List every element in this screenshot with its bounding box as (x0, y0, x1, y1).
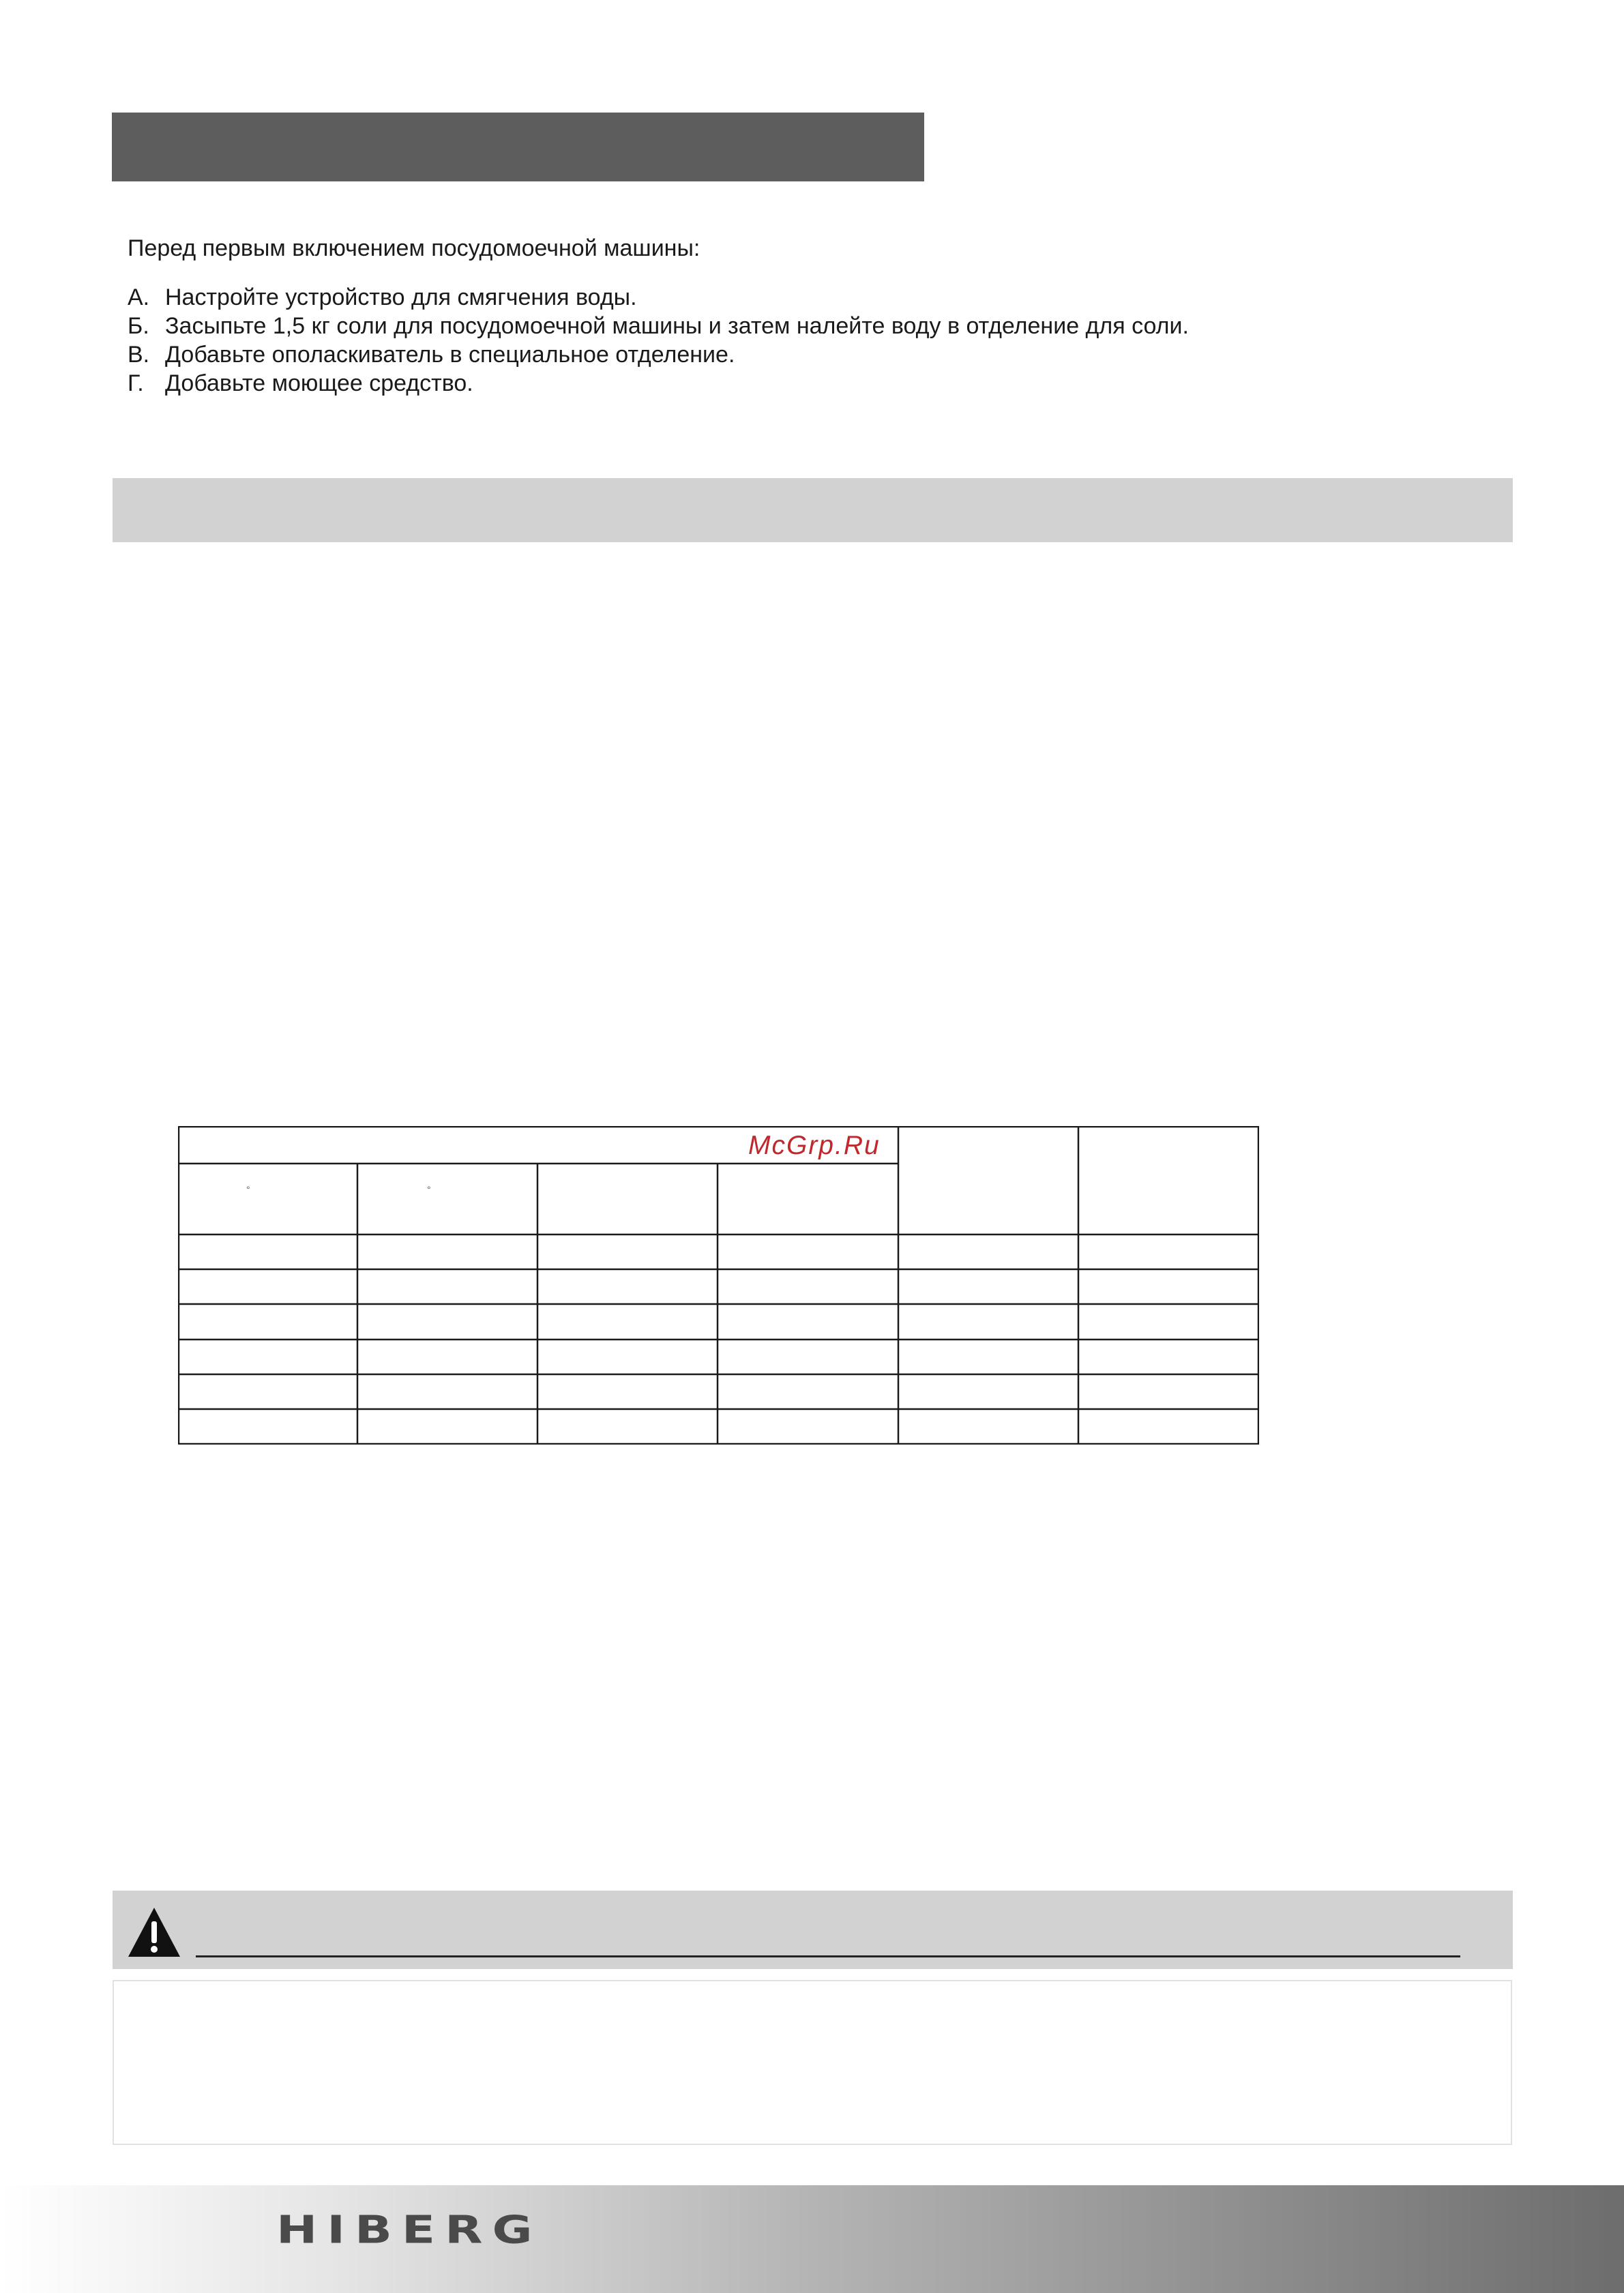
steps-list (128, 283, 1189, 398)
water-hardness-table (178, 1126, 1259, 1445)
watermark: McGrp.Ru (748, 1131, 881, 1160)
list-item: А. Настройте устройство для смягчения воды. (128, 284, 637, 310)
brand-logo: HIBERG (276, 2207, 542, 2252)
list-item: Б. Засыпьте 1,5 кг соли для посудомоечной машины и затем налейте воду в отделение для соли. (128, 313, 1189, 339)
degree-mark: ° (427, 1184, 431, 1195)
warning-triangle-icon (127, 1906, 181, 1958)
list-item: Г. Добавьте моющее средство. (128, 370, 473, 396)
intro-text: Перед первым включением посудомоечной машины: (128, 235, 700, 261)
degree-mark: ° (246, 1184, 250, 1195)
list-item: В. Добавьте ополаскиватель в специальное отделение. (128, 342, 735, 368)
warning-underline (196, 1955, 1460, 1957)
warning-content-box (113, 1980, 1512, 2145)
footer-band (0, 2185, 1624, 2293)
table-grid (178, 1126, 1259, 1445)
section-header-bar (112, 113, 924, 181)
section-subheader-bar (113, 478, 1513, 542)
